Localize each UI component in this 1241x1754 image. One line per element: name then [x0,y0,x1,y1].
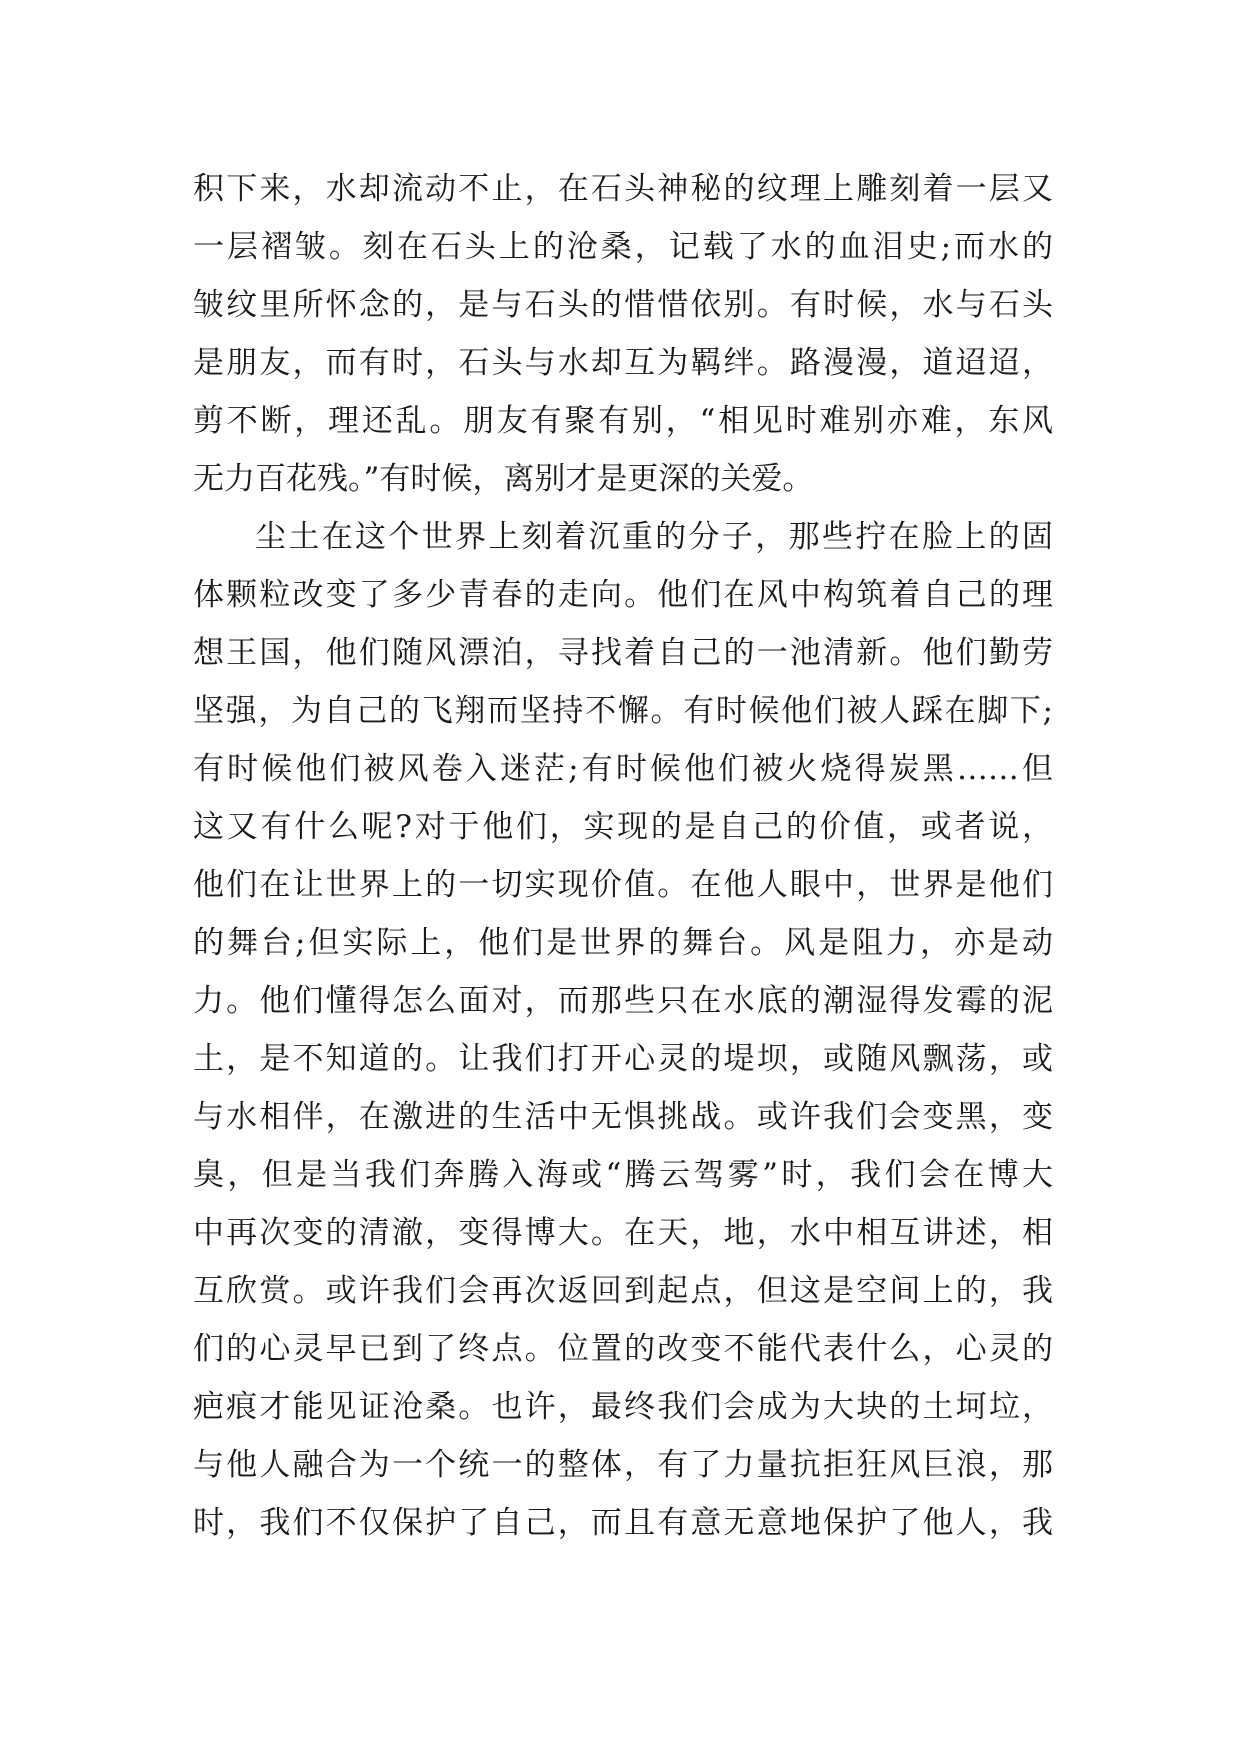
text-line: 臭，但是当我们奔腾入海或“腾云驾雾”时，我们会在博大 [193,1157,1053,1193]
text-line: 无力百花残。”有时候，离别才是更深的关爱。 [193,461,814,497]
text-line: 有时候他们被风卷入迷茫;有时候他们被火烧得炭黑……但 [193,751,1053,787]
text-line: 这又有什么呢?对于他们，实现的是自己的价值，或者说， [193,809,1053,845]
text-line: 土，是不知道的。让我们打开心灵的堤坝，或随风飘荡，或 [193,1041,1053,1077]
text-line: 与水相伴，在激进的生活中无惧挑战。或许我们会变黑，变 [193,1099,1053,1135]
text-line: 体颗粒改变了多少青春的走向。他们在风中构筑着自己的理 [193,577,1053,613]
text-line: 是朋友，而有时，石头与水却互为羁绊。路漫漫，道迢迢， [193,345,1053,381]
paragraph-2 [193,508,1053,1552]
text-line: 剪不断，理还乱。朋友有聚有别，“相见时难别亦难，东风 [193,403,1053,439]
text-line: 力。他们懂得怎么面对，而那些只在水底的潮湿得发霉的泥 [193,983,1053,1019]
text-line: 中再次变的清澈，变得博大。在天，地，水中相互讲述，相 [193,1215,1053,1251]
text-line: 想王国，他们随风漂泊，寻找着自己的一池清新。他们勤劳 [193,635,1053,671]
text-line: 疤痕才能见证沧桑。也许，最终我们会成为大块的土坷垃， [193,1389,1053,1425]
text-line: 们的心灵早已到了终点。位置的改变不能代表什么，心灵的 [193,1331,1053,1367]
text-line: 尘土在这个世界上刻着沉重的分子，那些拧在脸上的固 [255,519,1053,555]
text-line: 坚强，为自己的飞翔而坚持不懈。有时候他们被人踩在脚下; [193,693,1053,729]
text-line: 一层褶皱。刻在石头上的沧桑，记载了水的血泪史;而水的 [193,229,1053,265]
text-line: 他们在让世界上的一切实现价值。在他人眼中，世界是他们 [193,867,1053,903]
text-line: 时，我们不仅保护了自己，而且有意无意地保护了他人，我 [193,1505,1053,1541]
text-line: 的舞台;但实际上，他们是世界的舞台。风是阻力，亦是动 [193,925,1053,961]
text-line: 皱纹里所怀念的，是与石头的惜惜依别。有时候，水与石头 [193,287,1053,323]
text-line: 与他人融合为一个统一的整体，有了力量抗拒狂风巨浪，那 [193,1447,1053,1483]
text-line: 积下来，水却流动不止，在石头神秘的纹理上雕刻着一层又 [193,171,1053,207]
paragraph-1 [193,160,1053,508]
body-text [193,160,1053,1552]
text-line: 互欣赏。或许我们会再次返回到起点，但这是空间上的，我 [193,1273,1053,1309]
